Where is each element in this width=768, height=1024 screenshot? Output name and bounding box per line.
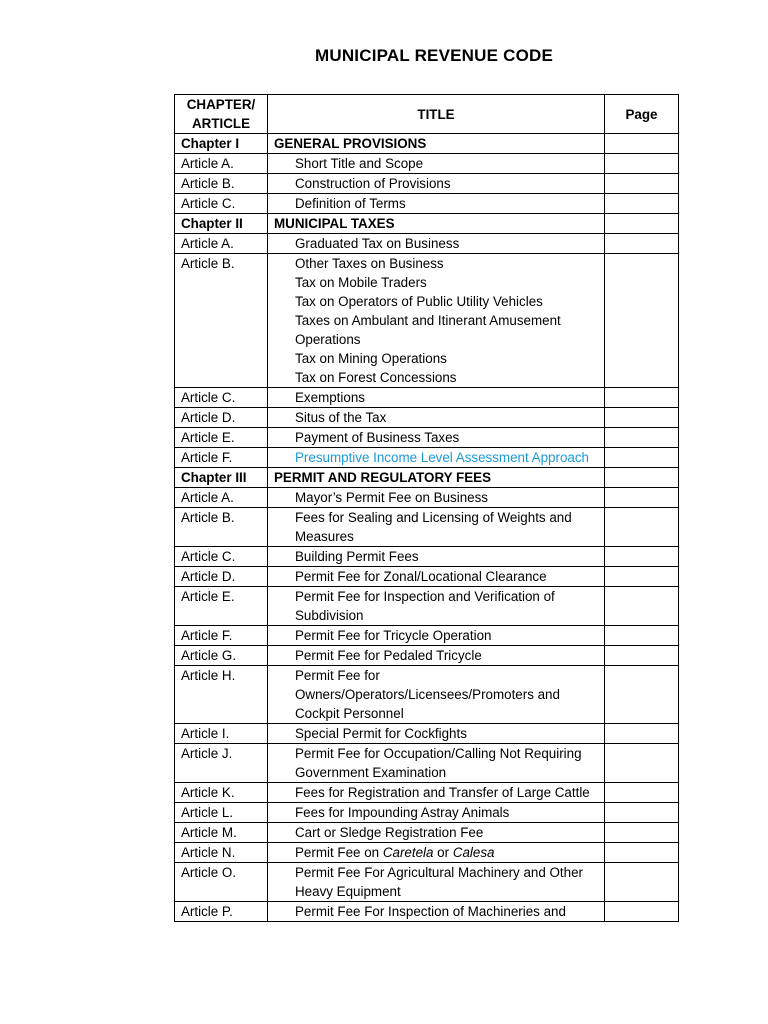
row-label: Article A.	[175, 154, 268, 174]
row-label: Article O.	[175, 863, 268, 902]
row-page	[605, 194, 679, 214]
article-row	[175, 863, 679, 902]
title-line: Situs of the Tax	[295, 410, 387, 425]
row-page	[605, 744, 679, 783]
row-page	[605, 666, 679, 724]
row-label: Article K.	[175, 783, 268, 803]
row-page	[605, 234, 679, 254]
title-line: GENERAL PROVISIONS	[274, 136, 427, 151]
row-title	[268, 448, 605, 468]
row-page	[605, 547, 679, 567]
chapter-row	[175, 134, 679, 154]
title-line: Construction of Provisions	[295, 176, 451, 191]
title-line	[295, 843, 598, 862]
row-page	[605, 803, 679, 823]
row-page	[605, 724, 679, 744]
row-title	[268, 234, 605, 254]
article-row	[175, 843, 679, 863]
title-line: Permit Fee For Inspection of Machineries and	[295, 904, 566, 919]
title-line: Operations	[295, 332, 361, 347]
article-row	[175, 626, 679, 646]
row-title	[268, 134, 605, 154]
article-row	[175, 744, 679, 783]
row-title	[268, 587, 605, 626]
title-line: Mayor’s Permit Fee on Business	[295, 490, 489, 505]
row-title	[268, 724, 605, 744]
article-row	[175, 234, 679, 254]
header-chapter-article	[175, 95, 268, 134]
title-line: Permit Fee for Inspection and Verification of	[295, 589, 555, 604]
row-page	[605, 567, 679, 587]
row-title	[268, 154, 605, 174]
article-row	[175, 567, 679, 587]
document-title: MUNICIPAL REVENUE CODE	[314, 46, 554, 65]
article-row	[175, 666, 679, 724]
row-page	[605, 863, 679, 902]
article-row	[175, 488, 679, 508]
row-page	[605, 154, 679, 174]
row-page	[605, 134, 679, 154]
row-label: Article F.	[175, 448, 268, 468]
title-fragment: Calesa	[452, 845, 495, 860]
title-line: Tax on Mobile Traders	[295, 275, 427, 290]
contents-table	[174, 94, 679, 922]
title-line: Cart or Sledge Registration Fee	[295, 825, 484, 840]
title-line: Taxes on Ambulant and Itinerant Amusement	[295, 313, 561, 328]
row-label: Article B.	[175, 174, 268, 194]
row-label: Article J.	[175, 744, 268, 783]
row-page	[605, 254, 679, 388]
row-page	[605, 823, 679, 843]
header-title: TITLE	[268, 95, 605, 134]
title-line: Heavy Equipment	[295, 884, 401, 899]
row-label: Article C.	[175, 194, 268, 214]
row-label: Article A.	[175, 488, 268, 508]
row-page	[605, 408, 679, 428]
title-line: Presumptive Income Level Assessment Approach	[295, 450, 589, 465]
row-title	[268, 783, 605, 803]
article-row	[175, 508, 679, 547]
chapter-row	[175, 468, 679, 488]
row-page	[605, 388, 679, 408]
title-line: PERMIT AND REGULATORY FEES	[274, 470, 491, 485]
title-line: Payment of Business Taxes	[295, 430, 460, 445]
title-line: Government Examination	[295, 765, 447, 780]
title-line: Graduated Tax on Business	[295, 236, 460, 251]
row-label: Article D.	[175, 567, 268, 587]
row-title	[268, 174, 605, 194]
row-page	[605, 214, 679, 234]
row-page	[605, 448, 679, 468]
article-row	[175, 194, 679, 214]
title-line: Exemptions	[295, 390, 365, 405]
row-page	[605, 508, 679, 547]
row-label: Article C.	[175, 547, 268, 567]
row-label: Chapter I	[175, 134, 268, 154]
row-label: Article C.	[175, 388, 268, 408]
row-title	[268, 254, 605, 388]
row-label: Article L.	[175, 803, 268, 823]
article-row	[175, 646, 679, 666]
article-row	[175, 448, 679, 468]
article-row	[175, 174, 679, 194]
row-label: Article E.	[175, 428, 268, 448]
title-line: Building Permit Fees	[295, 549, 419, 564]
chapter-row	[175, 214, 679, 234]
title-line: Other Taxes on Business	[295, 256, 444, 271]
title-line: Permit Fee for Occupation/Calling Not Requiring	[295, 746, 582, 761]
title-line: Subdivision	[295, 608, 364, 623]
row-page	[605, 902, 679, 922]
row-label: Article G.	[175, 646, 268, 666]
row-title	[268, 408, 605, 428]
title-line: Tax on Operators of Public Utility Vehicles	[295, 294, 543, 309]
row-page	[605, 843, 679, 863]
row-title	[268, 468, 605, 488]
title-fragment: or	[433, 845, 453, 860]
row-title	[268, 567, 605, 587]
table-body	[175, 134, 679, 922]
row-label: Article B.	[175, 508, 268, 547]
row-title	[268, 666, 605, 724]
title-fragment: Permit Fee on	[295, 845, 383, 860]
article-row	[175, 154, 679, 174]
article-row	[175, 803, 679, 823]
row-label: Article M.	[175, 823, 268, 843]
title-line: Fees for Impounding Astray Animals	[295, 805, 510, 820]
row-title	[268, 803, 605, 823]
title-line: Measures	[295, 529, 354, 544]
row-label: Article I.	[175, 724, 268, 744]
row-label: Article H.	[175, 666, 268, 724]
header-chapter-line: CHAPTER/	[186, 97, 256, 112]
article-row	[175, 587, 679, 626]
title-line: Fees for Registration and Transfer of Large Cattle	[295, 785, 590, 800]
row-label: Article E.	[175, 587, 268, 626]
title-line: Cockpit Personnel	[295, 706, 404, 721]
row-label: Chapter II	[175, 214, 268, 234]
title-line: Fees for Sealing and Licensing of Weights and	[295, 510, 572, 525]
row-title	[268, 508, 605, 547]
row-title	[268, 744, 605, 783]
header-article-line: ARTICLE	[191, 116, 251, 131]
row-label: Article A.	[175, 234, 268, 254]
title-line: Tax on Mining Operations	[295, 351, 447, 366]
title-line: Permit Fee for Pedaled Tricycle	[295, 648, 482, 663]
row-title	[268, 388, 605, 408]
row-page	[605, 488, 679, 508]
row-label: Chapter III	[175, 468, 268, 488]
article-row	[175, 902, 679, 922]
article-row	[175, 408, 679, 428]
article-row	[175, 388, 679, 408]
row-title	[268, 428, 605, 448]
title-line: Owners/Operators/Licensees/Promoters and	[295, 687, 560, 702]
row-page	[605, 587, 679, 626]
title-line: Short Title and Scope	[295, 156, 424, 171]
title-line: MUNICIPAL TAXES	[274, 216, 395, 231]
row-page	[605, 174, 679, 194]
row-page	[605, 646, 679, 666]
row-title	[268, 863, 605, 902]
table-header-row	[175, 95, 679, 134]
row-label: Article B.	[175, 254, 268, 388]
row-title	[268, 843, 605, 863]
title-line: Permit Fee for Tricycle Operation	[295, 628, 492, 643]
title-line: Permit Fee for Zonal/Locational Clearance	[295, 569, 547, 584]
article-row	[175, 254, 679, 388]
title-line: Special Permit for Cockfights	[295, 726, 467, 741]
article-row	[175, 823, 679, 843]
row-title	[268, 547, 605, 567]
title-line: Permit Fee for	[295, 668, 380, 683]
title-line: Permit Fee For Agricultural Machinery and Other	[295, 865, 584, 880]
article-row	[175, 547, 679, 567]
row-title	[268, 194, 605, 214]
row-title	[268, 488, 605, 508]
row-label: Article P.	[175, 902, 268, 922]
row-title	[268, 823, 605, 843]
row-label: Article D.	[175, 408, 268, 428]
row-page	[605, 468, 679, 488]
header-page: Page	[605, 95, 679, 134]
row-page	[605, 626, 679, 646]
article-row	[175, 783, 679, 803]
row-page	[605, 783, 679, 803]
row-label: Article N.	[175, 843, 268, 863]
title-line: Tax on Forest Concessions	[295, 370, 457, 385]
article-row	[175, 428, 679, 448]
row-title	[268, 214, 605, 234]
title-line: Definition of Terms	[295, 196, 406, 211]
row-title	[268, 902, 605, 922]
row-title	[268, 646, 605, 666]
row-label: Article F.	[175, 626, 268, 646]
row-page	[605, 428, 679, 448]
row-title	[268, 626, 605, 646]
article-row	[175, 724, 679, 744]
title-fragment: Caretela	[382, 845, 434, 860]
